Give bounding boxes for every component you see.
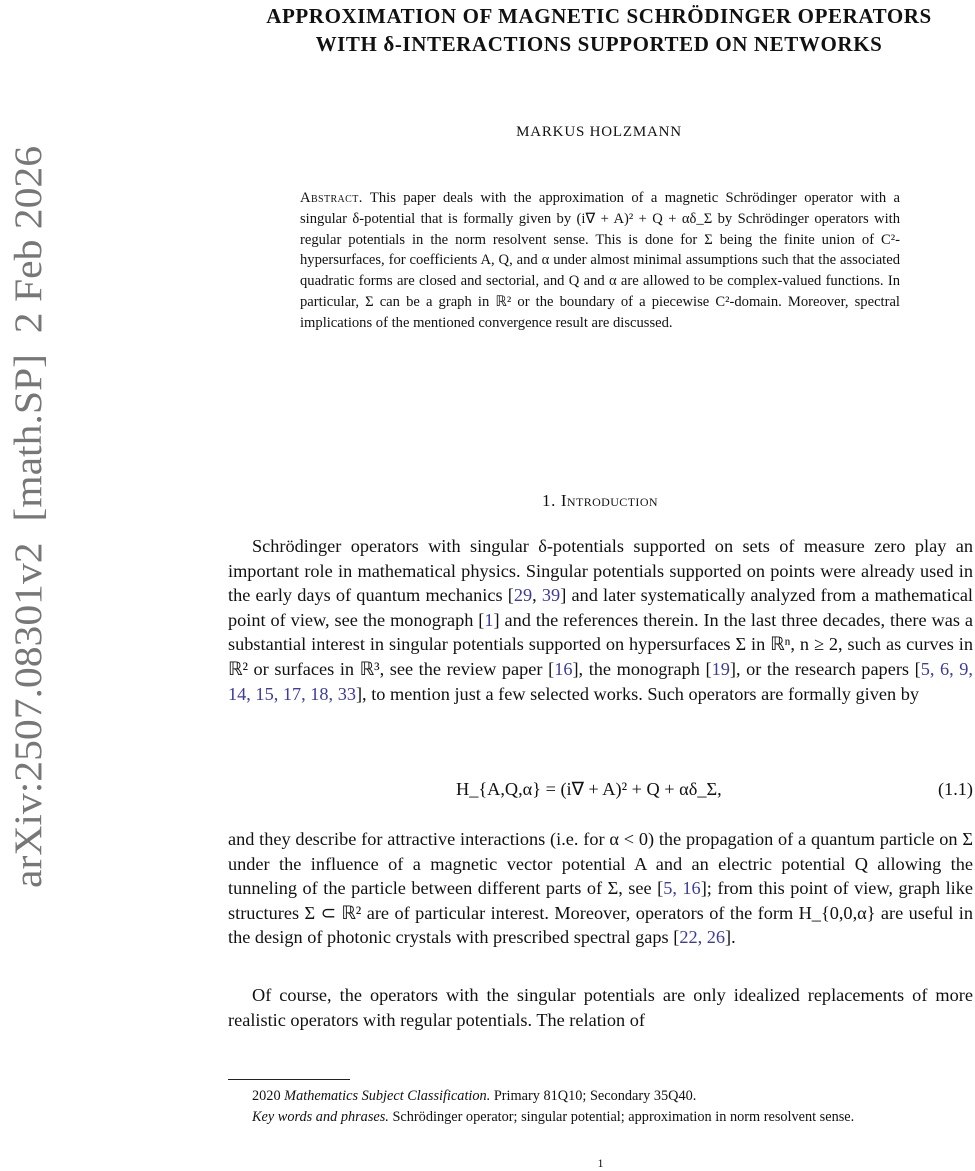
arxiv-stamp — [0, 0, 60, 1170]
citation-link[interactable]: 29 — [513, 585, 533, 606]
citation-link[interactable]: 5, 6, 9, 14, 15, 17, 18, 33 — [228, 658, 973, 704]
equation-number: (1.1) — [937, 779, 973, 799]
paper-title: APPROXIMATION OF MAGNETIC SCHRÖDINGER OPERATORS WITH δ-INTERACTIONS SUPPORTED ON NETWORKS — [266, 4, 932, 56]
keywords-label: Key words and phrases. — [252, 1109, 389, 1125]
msc-text: Primary 81Q10; Secondary 35Q40. — [493, 1088, 697, 1104]
section-number: 1. — [542, 491, 556, 510]
equation-body: H_{A,Q,α} = (i∇ + A)² + Q + αδ_Σ, — [456, 779, 722, 799]
text-run: ] and later systematically analyzed from a mathematical point of view, see the monograph [ — [228, 585, 974, 630]
footnote-keywords — [228, 1107, 973, 1128]
text-run: ]; from this point of view, graph like structures Σ ⊂ ℝ² are of particular interest. Moreover, operators of the form H_{0,0,α} are useful in the design of photonic crystals with prescribed spectral gaps [ — [228, 878, 973, 948]
msc-year: 2020 — [252, 1088, 281, 1104]
text-run: ]. — [725, 927, 736, 948]
page-number: 1 — [597, 1156, 604, 1170]
text-run: , — [532, 585, 542, 606]
citation-link[interactable]: 16 — [554, 658, 573, 679]
citation-link[interactable]: 39 — [541, 585, 561, 606]
section-title: Introduction — [560, 491, 658, 510]
section-heading — [228, 491, 972, 511]
abstract-heading: Abstract. — [300, 190, 363, 206]
text-run: and they describe for attractive interactions (i.e. for α < 0) the propagation of a quantum particle on Σ under the influence of a magnetic vector potential A and an electric potential Q allowing the tunneling of the particle between different parts of Σ, see [ — [228, 829, 973, 899]
footnote-rule — [228, 1079, 350, 1080]
citation-link[interactable]: 19 — [711, 658, 730, 679]
text-run: ] and the references therein. In the last three decades, there was a substantial interest in singular potentials supported on hypersurfaces Σ in ℝⁿ, n ≥ 2, such as curves in ℝ² or surfaces in ℝ³, see the review paper [ — [228, 609, 973, 679]
citation-link[interactable]: 1 — [484, 609, 494, 630]
author-name: MARKUS HOLZMANN — [516, 124, 682, 140]
citation-link[interactable]: 5, 16 — [663, 878, 701, 899]
msc-label: Mathematics Subject Classification. — [284, 1088, 491, 1104]
footnotes — [228, 1086, 973, 1128]
keywords-text: Schrödinger operator; singular potential; approximation in norm resolvent sense. — [392, 1109, 855, 1125]
arxiv-stamp-text: arXiv:2507.08301v2 [math.SP] 2 Feb 2026 — [7, 192, 50, 888]
intro-paragraph-1 — [228, 534, 973, 706]
text-run: ], to mention just a few selected works. Such operators are formally given by — [355, 683, 919, 704]
abstract — [300, 188, 900, 334]
footnote-msc — [228, 1086, 973, 1107]
text-run: ], the monograph [ — [572, 658, 712, 679]
intro-paragraph-2 — [228, 827, 973, 950]
citation-link[interactable]: 22, 26 — [679, 927, 726, 948]
text-run: ], or the research papers [ — [729, 658, 921, 679]
equation-1-1 — [228, 779, 973, 805]
abstract-text: This paper deals with the approximation of a magnetic Schrödinger operator with a singular δ-potential that is formally given by (i∇ + A)² + Q + αδ_Σ by Schrödinger operators with regular potentials in the norm resolvent sense. This is done for Σ being the finite union of C²-hypersurfaces, for coefficients A, Q, and α under almost minimal assumptions such that the associated quadratic forms are closed and sectorial, and Q and α are allowed to be complex-valued functions. In particular, Σ can be a graph in ℝ² or the boundary of a piecewise C²-domain. Moreover, spectral implications of the mentioned convergence result are discussed. — [300, 190, 901, 331]
intro-paragraph-3: Of course, the operators with the singular potentials are only idealized replacements of more realistic operators with regular potentials. The relation of — [228, 985, 973, 1030]
text-run: Schrödinger operators with singular δ-potentials supported on sets of measure zero play an important role in mathematical physics. Singular potentials supported on points were already used in the early days of quantum mechanics [ — [228, 536, 973, 606]
